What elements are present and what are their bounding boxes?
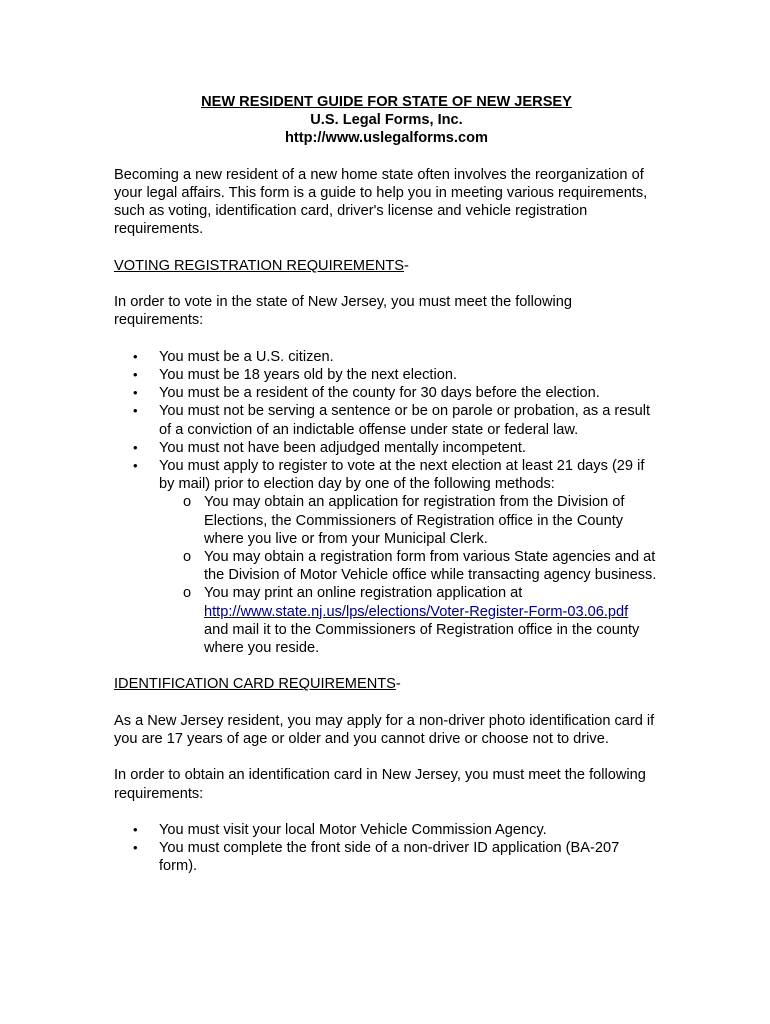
bullet-icon: • — [133, 840, 138, 856]
list-item-text: You must not have been adjudged mentally incompetent. — [159, 439, 526, 456]
list-item — [114, 839, 659, 875]
id-card-paragraph-2: In order to obtain an identification card in New Jersey, you must meet the following requirements: — [114, 767, 646, 802]
sub-list-item — [159, 584, 659, 657]
voting-heading-suffix: - — [404, 257, 409, 274]
registration-methods-list — [159, 493, 659, 657]
sub-list-item — [159, 493, 659, 548]
bullet-icon: • — [133, 403, 138, 419]
bullet-icon: • — [133, 366, 138, 382]
list-item-text: You must complete the front side of a non-driver ID application (BA-207 form). — [159, 840, 620, 875]
sub-list-item-text: You may obtain a registration form from various State agencies and at the Division of Motor Vehicle office while transacting agency business. — [204, 549, 657, 584]
sub-list-item-text: You may print an online registration application at — [204, 585, 523, 602]
voting-requirements-list — [114, 348, 659, 657]
id-card-heading-text: IDENTIFICATION CARD REQUIREMENTS — [114, 676, 396, 693]
company-name: U.S. Legal Forms, Inc. — [310, 112, 463, 129]
list-item-text: You must be a resident of the county for 30 days before the election. — [159, 385, 600, 402]
voting-heading — [114, 257, 659, 275]
document-page — [114, 93, 659, 876]
bullet-icon: • — [133, 439, 138, 455]
list-item — [114, 439, 659, 457]
sub-list-item-text: You may obtain an application for registration from the Division of Elections, the Commissioners of Registration office in the County where you live or from your Municipal Clerk. — [204, 494, 625, 547]
list-item-text: You must not be serving a sentence or be on parole or probation, as a result of a conviction of an indictable offense under state or federal law. — [159, 403, 651, 438]
intro-paragraph: Becoming a new resident of a new home state often involves the reorganization of your legal affairs. This form is a guide to help you in meeting various requirements, such as voting, identification card, driver's license and vehicle registration requirements. — [114, 166, 648, 238]
company-website: http://www.uslegalforms.com — [285, 130, 488, 147]
list-item — [114, 348, 659, 366]
id-card-heading — [114, 675, 659, 693]
list-item-text: You must visit your local Motor Vehicle Commission Agency. — [159, 822, 547, 838]
bullet-icon: • — [133, 458, 138, 473]
list-item — [114, 821, 659, 839]
bullet-icon: • — [133, 822, 138, 837]
sub-bullet-icon: o — [183, 494, 192, 511]
sub-list-item — [159, 548, 659, 584]
voting-lead: In order to vote in the state of New Jersey, you must meet the following requirements: — [114, 294, 573, 329]
list-item-text: You must be a U.S. citizen. — [159, 348, 334, 365]
id-card-paragraph-1: As a New Jersey resident, you may apply for a non-driver photo identification card if you are 17 years of age or older and you cannot drive or choose not to drive. — [114, 712, 655, 748]
list-item-text: You must apply to register to vote at the next election at least 21 days (29 if by mail) prior to election day by one of the following methods: — [159, 458, 645, 493]
bullet-icon: • — [133, 385, 138, 401]
voter-registration-form-link[interactable]: http://www.state.nj.us/lps/elections/Voter-Register-Form-03.06.pdf — [204, 603, 629, 620]
list-item — [114, 402, 659, 438]
list-item — [114, 457, 659, 657]
sub-list-item-text: and mail it to the Commissioners of Registration office in the county where you reside. — [204, 621, 640, 657]
id-card-requirements-list — [114, 821, 659, 876]
id-card-heading-suffix: - — [395, 676, 401, 693]
bullet-icon: • — [133, 348, 138, 364]
list-item — [114, 366, 659, 384]
document-title: NEW RESIDENT GUIDE FOR STATE OF NEW JERSEY — [201, 94, 572, 110]
sub-bullet-icon: o — [183, 585, 192, 602]
list-item-text: You must be 18 years old by the next election. — [159, 366, 458, 383]
list-item — [114, 384, 659, 402]
voting-heading-text: VOTING REGISTRATION REQUIREMENTS — [114, 257, 405, 274]
sub-bullet-icon: o — [183, 549, 192, 566]
